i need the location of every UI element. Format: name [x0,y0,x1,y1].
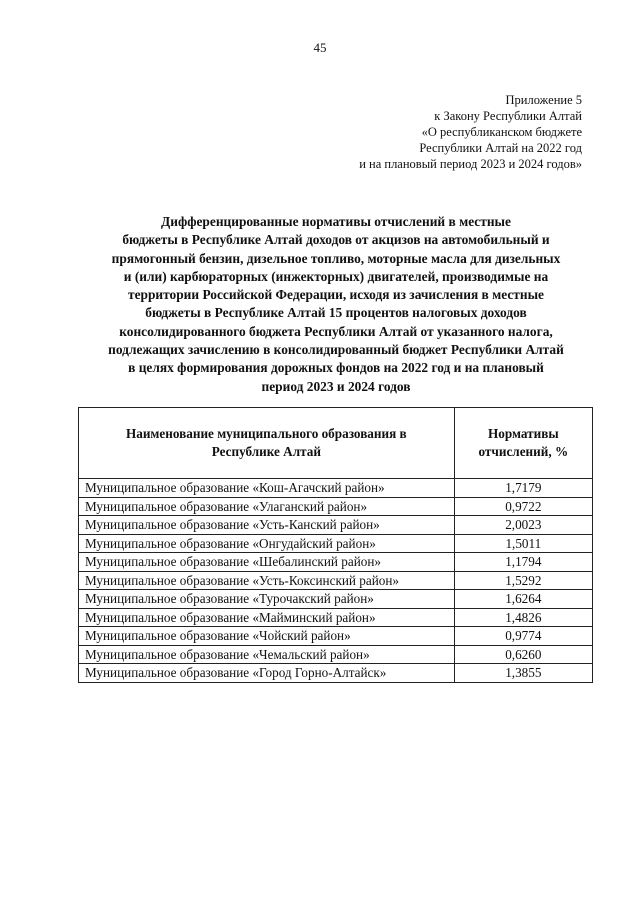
municipality-name: Муниципальное образование «Онгудайский район» [79,534,455,553]
norm-value: 1,6264 [454,590,592,609]
norm-value: 1,5011 [454,534,592,553]
municipality-name: Муниципальное образование «Шебалинский район» [79,553,455,572]
table-row [79,497,593,516]
title-line: территории Российской Федерации, исходя из зачисления в местные [128,287,544,303]
title-line: подлежащих зачислению в консолидированный бюджет Республики Алтай [108,342,564,358]
title-line: Дифференцированные нормативы отчислений в местные [161,214,511,229]
municipality-name: Муниципальное образование «Усть-Канский район» [79,516,455,535]
appendix-line: Республики Алтай на 2022 год [419,141,582,155]
norm-value: 1,5292 [454,571,592,590]
title-line: и (или) карбюраторных (инжекторных) двигателей, производимые на [123,268,549,284]
table-row [79,590,593,609]
norms-table [78,407,593,683]
norm-value: 2,0023 [454,516,592,535]
table-row [79,571,593,590]
table-header-row [79,408,593,479]
title-line: бюджеты в Республике Алтай 15 процентов налоговых доходов [145,305,527,321]
norm-value: 1,4826 [454,608,592,627]
title-line: в целях формирования дорожных фондов на 2022 год и на плановый [128,360,544,376]
appendix-line: и на плановый период 2023 и 2024 годов» [359,157,582,171]
header-norms-line2: отчислений, % [478,444,569,459]
norm-value: 1,1794 [454,553,592,572]
header-municipality-line1: Наименование муниципального образования в [125,426,407,441]
title-line: консолидированного бюджета Республики Алтай от указанного налога, [119,323,553,339]
appendix-line: к Закону Республики Алтай [434,109,582,123]
municipality-name: Муниципальное образование «Улаганский район» [79,497,455,516]
appendix-line: Приложение 5 [505,93,582,107]
table-row [79,608,593,627]
table-row [79,534,593,553]
header-municipality [79,408,455,479]
norm-value: 0,6260 [454,645,592,664]
table-row [79,627,593,646]
norm-value: 1,7179 [454,479,592,498]
municipality-name: Муниципальное образование «Чойский район» [79,627,455,646]
appendix-line: «О республиканском бюджете [421,125,582,139]
document-title [66,213,606,396]
title-line: период 2023 и 2024 годов [261,378,411,394]
header-norms-line1: Нормативы [488,426,559,441]
municipality-name: Муниципальное образование «Город Горно-Алтайск» [79,664,455,683]
table-row [79,479,593,498]
norm-value: 0,9774 [454,627,592,646]
page-number: 45 [313,40,327,55]
header-norms [454,408,592,479]
norm-value: 1,3855 [454,664,592,683]
title-line: бюджеты в Республике Алтай доходов от акцизов на автомобильный и [122,232,550,248]
title-line: прямогонный бензин, дизельное топливо, моторные масла для дизельных [111,250,561,266]
municipality-name: Муниципальное образование «Усть-Коксинский район» [79,571,455,590]
header-municipality-line2: Республике Алтай [211,444,321,459]
municipality-name: Муниципальное образование «Чемальский район» [79,645,455,664]
municipality-name: Муниципальное образование «Турочакский район» [79,590,455,609]
table-row [79,645,593,664]
table-row [79,664,593,683]
table-row [79,553,593,572]
norm-value: 0,9722 [454,497,592,516]
table-row [79,516,593,535]
appendix-reference [359,92,582,172]
municipality-name: Муниципальное образование «Кош-Агачский район» [79,479,455,498]
municipality-name: Муниципальное образование «Майминский район» [79,608,455,627]
